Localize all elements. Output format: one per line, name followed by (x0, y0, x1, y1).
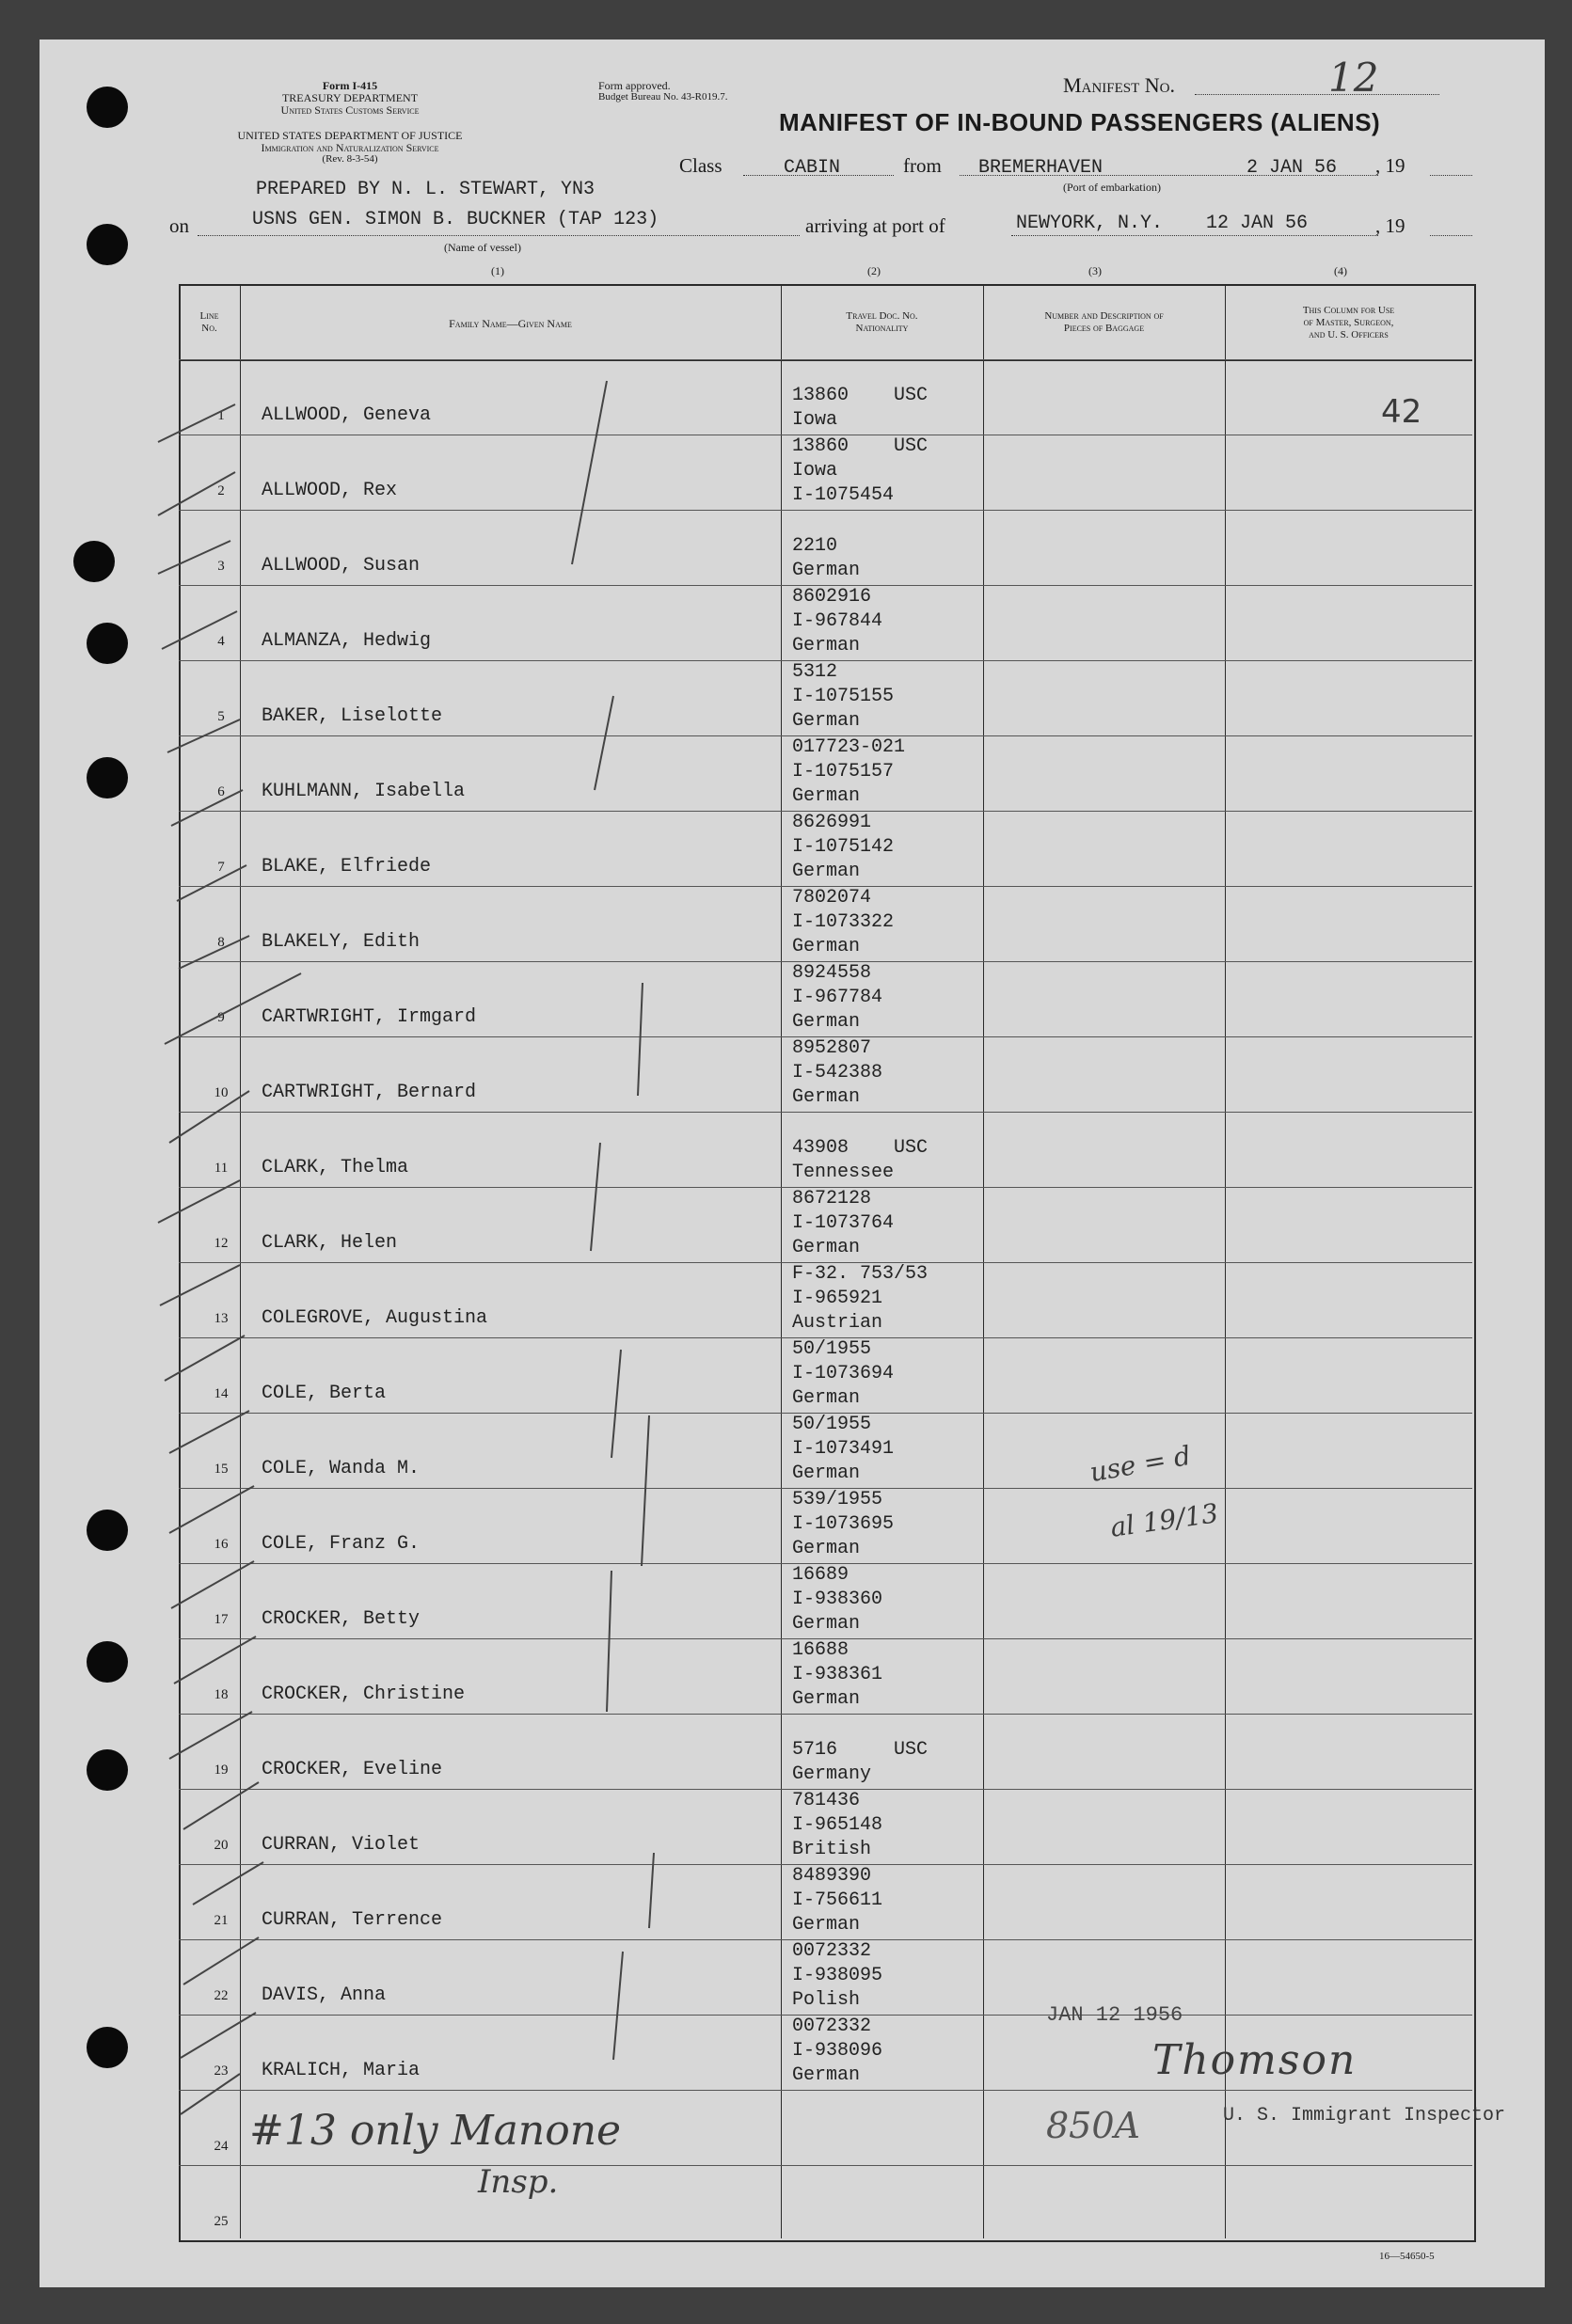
baggage-header-2: Pieces of Baggage (1063, 323, 1145, 334)
line-number: 13 (214, 1311, 229, 1326)
travel-doc-header: Travel Doc. No. (846, 310, 918, 322)
line-number: 18 (214, 1687, 229, 1702)
passenger-name: COLE, Franz G. (262, 1533, 421, 1555)
line-number: 16 (214, 1537, 229, 1552)
travel-doc-line: German (792, 861, 861, 882)
passenger-name: BAKER, Liselotte (262, 705, 443, 727)
ins-service: Immigration and Naturalization Service (261, 141, 439, 154)
line-number: 12 (214, 1236, 229, 1251)
embarkation-port: BREMERHAVEN (978, 157, 1104, 179)
travel-doc-line: 16689 (792, 1564, 850, 1586)
travel-doc-line: Austrian (792, 1312, 883, 1334)
inspection-date-stamp: JAN 12 1956 (1046, 2003, 1183, 2027)
travel-doc-line: 16688 (792, 1639, 850, 1661)
travel-doc-line: Iowa (792, 460, 838, 482)
travel-doc-line: I-938095 (792, 1965, 883, 1986)
travel-doc-line: I-938360 (792, 1589, 883, 1610)
passenger-name: KRALICH, Maria (262, 2060, 421, 2081)
travel-doc-line: I-1073694 (792, 1363, 895, 1384)
manifest-number: 12 (1328, 55, 1379, 101)
baggage-header: Number and Description of (1044, 310, 1164, 322)
travel-doc-line: German (792, 1387, 861, 1409)
passenger-name: CROCKER, Christine (262, 1684, 466, 1705)
line-number: 14 (214, 1386, 229, 1401)
on-label: on (169, 214, 189, 237)
travel-doc-line: German (792, 635, 861, 656)
line-number: 10 (214, 1085, 229, 1100)
travel-doc-line: 43908 USC (792, 1137, 929, 1159)
travel-doc-line: German (792, 1688, 861, 1710)
travel-doc-line: I-938096 (792, 2040, 883, 2062)
travel-doc-line: 8489390 (792, 1865, 872, 1887)
passenger-name: ALLWOOD, Geneva (262, 404, 432, 426)
passenger-name: ALLWOOD, Susan (262, 555, 421, 577)
travel-doc-line: I-542388 (792, 1062, 883, 1083)
form-number: Form I-415 (322, 79, 378, 92)
form-approved: Form approved. (598, 79, 671, 92)
nationality-header: Nationality (855, 323, 909, 334)
tick-marks (158, 381, 654, 2114)
travel-doc-line: Tennessee (792, 1162, 895, 1183)
travel-doc-line: I-1075454 (792, 484, 895, 506)
travel-doc-line: British (792, 1839, 872, 1860)
column-number-2: (2) (867, 264, 881, 277)
print-code: 16—54650-5 (1379, 2251, 1435, 2262)
travel-doc-line: I-965921 (792, 1288, 883, 1309)
travel-doc-line: 2210 (792, 535, 838, 557)
line-no-header-2: No. (201, 323, 217, 334)
travel-doc-line: 8924558 (792, 962, 872, 984)
travel-doc-line: German (792, 1914, 861, 1936)
passenger-name: COLE, Berta (262, 1383, 387, 1404)
travel-doc-line: German (792, 1462, 861, 1484)
travel-doc-line: I-1073491 (792, 1438, 895, 1460)
line-number: 8 (217, 935, 225, 950)
line-number: 22 (214, 1988, 229, 2003)
embarkation-caption: (Port of embarkation) (1063, 181, 1161, 194)
line-number: 25 (214, 2214, 229, 2229)
inspector-title: U. S. Immigrant Inspector (1223, 2105, 1506, 2126)
line-number: 23 (214, 2063, 229, 2079)
travel-doc-line: German (792, 1538, 861, 1559)
travel-doc-line: German (792, 785, 861, 807)
travel-doc-line: 13860 USC (792, 435, 929, 457)
travel-doc-line: 50/1955 (792, 1338, 872, 1360)
travel-doc-line: 13860 USC (792, 385, 929, 406)
travel-doc-line: 8626991 (792, 812, 872, 833)
travel-doc-line: I-1075155 (792, 686, 895, 707)
baggage-note-1: use = d (1087, 1439, 1194, 1489)
line-number: 6 (217, 784, 225, 799)
passenger-name: CARTWRIGHT, Irmgard (262, 1006, 477, 1028)
passenger-name: CLARK, Helen (262, 1232, 398, 1254)
travel-doc-line: I-1073695 (792, 1513, 895, 1535)
travel-doc-line: I-756611 (792, 1889, 883, 1911)
footnote-line-1: #13 only Manone (249, 2107, 622, 2155)
travel-doc-line: I-1075142 (792, 836, 895, 858)
departure-date: 2 JAN 56 (1246, 157, 1338, 179)
passenger-name: BLAKELY, Edith (262, 931, 421, 953)
baggage-code: 850A (1046, 2105, 1140, 2146)
passenger-name: ALLWOOD, Rex (262, 480, 398, 501)
travel-doc-line: I-965148 (792, 1814, 883, 1836)
travel-doc-line: I-1073764 (792, 1212, 895, 1234)
officers-header-3: and U. S. Officers (1309, 329, 1389, 340)
travel-doc-line: Polish (792, 1989, 861, 2011)
line-number: 9 (217, 1010, 225, 1025)
travel-doc-line: 8672128 (792, 1188, 872, 1209)
travel-doc-line: 017723-021 (792, 736, 906, 758)
arriving-label: arriving at port of (805, 214, 945, 237)
line-number: 5 (217, 709, 225, 724)
prepared-by: PREPARED BY N. L. STEWART, YN3 (256, 179, 595, 200)
manifest-label: Manifest No. (1063, 73, 1175, 97)
arrival-date: 12 JAN 56 (1206, 213, 1309, 234)
line-number: 21 (214, 1913, 229, 1928)
vessel-caption: (Name of vessel) (444, 241, 521, 254)
line-number: 20 (214, 1838, 229, 1853)
line-number: 3 (217, 559, 225, 574)
line-number: 15 (214, 1462, 229, 1477)
passenger-name: CLARK, Thelma (262, 1157, 409, 1178)
travel-doc-line: 50/1955 (792, 1414, 872, 1435)
travel-doc-line: German (792, 1613, 861, 1635)
line-number: 24 (214, 2139, 229, 2154)
travel-doc-line: I-1075157 (792, 761, 895, 783)
justice-dept: UNITED STATES DEPARTMENT OF JUSTICE (237, 129, 463, 142)
travel-doc-line: 8602916 (792, 586, 872, 608)
travel-doc-line: F-32. 753/53 (792, 1263, 929, 1285)
from-label: from (903, 154, 942, 177)
year-suffix-2: , 19 (1375, 214, 1405, 237)
footnote-line-2: Insp. (478, 2163, 559, 2201)
passenger-name: COLE, Wanda M. (262, 1458, 421, 1479)
passenger-name: DAVIS, Anna (262, 1984, 387, 2006)
travel-doc-line: 0072332 (792, 1940, 872, 1962)
column-number-3: (3) (1088, 264, 1102, 277)
passenger-name: CURRAN, Violet (262, 1834, 421, 1856)
passenger-name: ALMANZA, Hedwig (262, 630, 432, 652)
vessel-name: USNS GEN. SIMON B. BUCKNER (TAP 123) (252, 209, 659, 230)
travel-doc-line: 0072332 (792, 2016, 872, 2037)
travel-doc-line: I-938361 (792, 1664, 883, 1685)
line-number: 17 (214, 1612, 229, 1627)
baggage-note-2: al 19/13 (1108, 1497, 1220, 1543)
revision: (Rev. 8-3-54) (322, 153, 378, 165)
travel-doc-line: 8952807 (792, 1037, 872, 1059)
travel-doc-line: I-967784 (792, 987, 883, 1008)
line-number: 1 (217, 408, 225, 423)
class-label: Class (679, 154, 722, 177)
travel-doc-line: German (792, 2064, 861, 2086)
travel-doc-line: German (792, 1011, 861, 1033)
line-number: 4 (217, 634, 225, 649)
travel-doc-line: German (792, 710, 861, 732)
travel-doc-line: German (792, 936, 861, 957)
class-value: CABIN (784, 157, 841, 179)
passenger-name: COLEGROVE, Augustina (262, 1307, 488, 1329)
travel-doc-line: Iowa (792, 409, 838, 431)
travel-doc-line: German (792, 1237, 861, 1258)
officers-header-2: of Master, Surgeon, (1303, 317, 1394, 328)
row1-count: 42 (1381, 393, 1422, 431)
passenger-name: CARTWRIGHT, Bernard (262, 1082, 477, 1103)
passenger-name: CROCKER, Betty (262, 1608, 421, 1630)
treasury-dept: TREASURY DEPARTMENT (281, 91, 419, 104)
passenger-name: CURRAN, Terrence (262, 1909, 443, 1931)
travel-doc-line: 5716 USC (792, 1739, 929, 1761)
line-number: 7 (217, 860, 225, 875)
travel-doc-line: 781436 (792, 1790, 861, 1811)
inspector-signature: Thomson (1152, 2036, 1358, 2084)
arrival-port: NEWYORK, N.Y. (1016, 213, 1164, 234)
column-number-4: (4) (1334, 264, 1347, 277)
line-number: 19 (214, 1763, 229, 1778)
customs-service: United States Customs Service (280, 103, 420, 117)
passenger-name: KUHLMANN, Isabella (262, 781, 466, 802)
travel-doc-line: 539/1955 (792, 1489, 883, 1510)
line-number: 11 (214, 1161, 229, 1176)
travel-doc-line: I-1073322 (792, 911, 895, 933)
travel-doc-line: Germany (792, 1763, 872, 1785)
line-number: 2 (217, 483, 225, 498)
line-no-header: Line (199, 310, 219, 322)
year-suffix-1: , 19 (1375, 154, 1405, 177)
passenger-name: BLAKE, Elfriede (262, 856, 432, 877)
document-title: MANIFEST OF IN-BOUND PASSENGERS (ALIENS) (779, 108, 1381, 136)
travel-doc-line: 7802074 (792, 887, 872, 909)
name-header: Family Name—Given Name (449, 317, 572, 330)
travel-doc-line: German (792, 560, 861, 581)
travel-doc-line: I-967844 (792, 610, 883, 632)
officers-header: This Column for Use (1302, 305, 1395, 316)
travel-doc-line: 5312 (792, 661, 838, 683)
passenger-name: CROCKER, Eveline (262, 1759, 443, 1780)
budget-bureau: Budget Bureau No. 43-R019.7. (598, 91, 728, 103)
travel-doc-line: German (792, 1086, 861, 1108)
column-number-1: (1) (491, 264, 504, 277)
